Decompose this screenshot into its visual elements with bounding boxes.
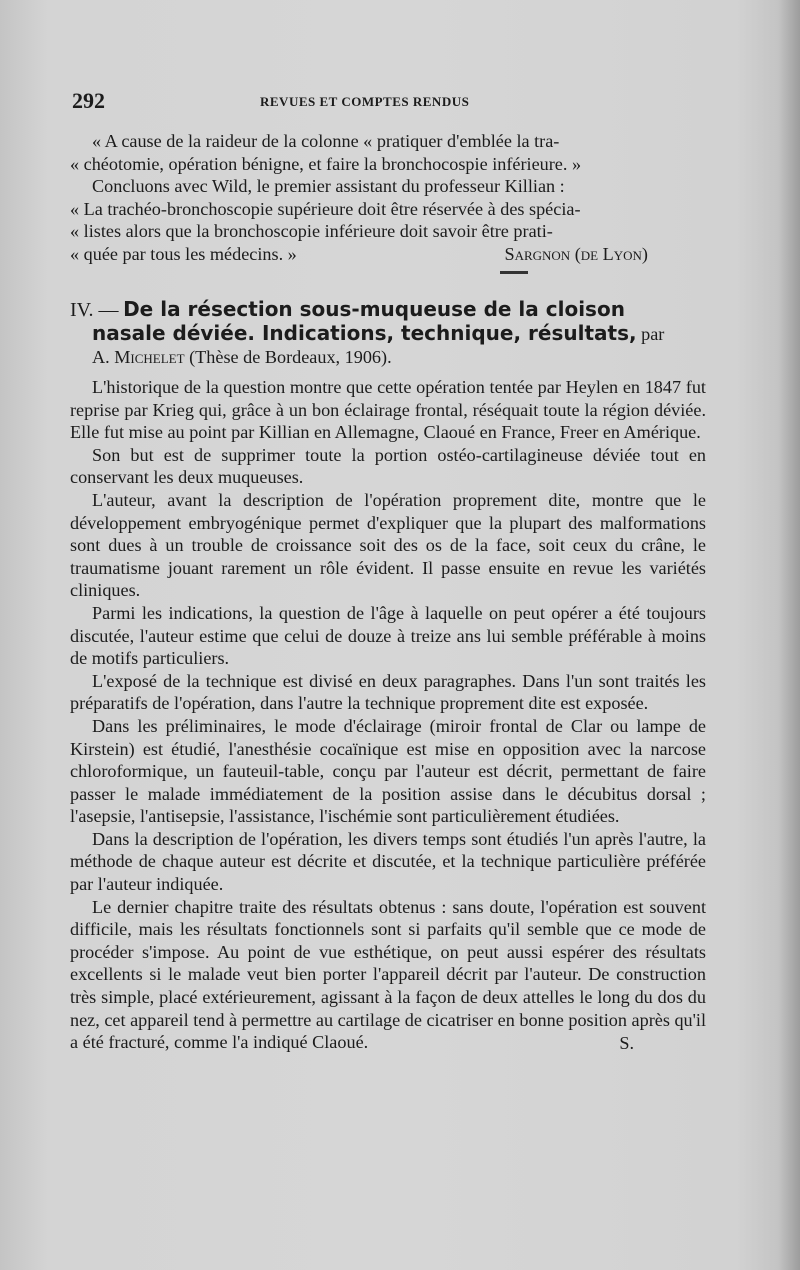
- body-paragraph: Le dernier chapitre traite des résultats obtenus : sans doute, l'opération est souvent difficile, mais les résultats fonctionnels sont si parfaits qu'il semble que ce mode de procéder s'impose. Au point de vue esthétique, on peut aussi espérer des résultats excellents si le malade veut bien porter l'appareil décrit par l'auteur. De construction très simple, placé extérieurement, agissant à la façon de deux attelles le long du dos du nez, cet appareil tend à permettre au cartilage de cicatriser en bonne position après qu'il a été fracturé, comme l'a indiqué Claoué.: [70, 896, 707, 1053]
- article-source: (Thèse de Bordeaux, 1906).: [189, 347, 392, 367]
- body-paragraph: L'exposé de la technique est divisé en deux paragraphes. Dans l'un sont traités les préparatifs de l'opération, dans l'autre la technique proprement dite est exposée.: [70, 670, 706, 714]
- article-title-part-1: De la résection sous-muqueuse de la cloison: [123, 297, 625, 321]
- article-by: par: [641, 324, 665, 344]
- article-title-line-2: [70, 322, 706, 346]
- article-author: A. Michelet: [92, 347, 185, 367]
- page-header: [70, 88, 710, 116]
- quote-last-line: [70, 243, 706, 266]
- body-paragraph: L'auteur, avant la description de l'opération proprement dite, montre que le développement embryogénique permet d'expliquer que la plupart des malformations sont dues à un trouble de croissance soit des os de la face, soit ceux du crâne, le traumatisme jouant rarement un rôle évident. Il passe ensuite en revue les variétés cliniques.: [70, 489, 706, 601]
- closing-signature: S.: [619, 1032, 634, 1053]
- article-body: [70, 376, 706, 1054]
- review-signature: Sargnon (de Lyon): [504, 243, 648, 264]
- article-author-line: [70, 346, 706, 369]
- page-number: 292: [72, 88, 105, 113]
- conclusion-line: « La trachéo-bronchoscopie supérieure doit être réservée à des spécia-: [70, 198, 581, 219]
- article-number: IV. —: [70, 299, 119, 321]
- conclusion-line: Concluons avec Wild, le premier assistant du professeur Killian :: [92, 176, 565, 197]
- article-title-part-2: nasale déviée. Indications, technique, résultats,: [92, 321, 637, 345]
- body-paragraph: Parmi les indications, la question de l'âge à laquelle on peut opérer a été toujours discutée, l'auteur estime que celui de douze à treize ans lui semble préférable à moins de motifs particuliers.: [70, 602, 706, 669]
- body-paragraph: Dans la description de l'opération, les divers temps sont étudiés l'un après l'autre, la méthode de chaque auteur est décrite et discutée, et la technique particulière préférée par l'auteur indiquée.: [70, 828, 706, 895]
- running-head: REVUES ET COMPTES RENDUS: [260, 94, 470, 109]
- quote-line: « A cause de la raideur de la colonne « pratiquer d'emblée la tra-: [92, 131, 560, 151]
- body-paragraph: L'historique de la question montre que cette opération tentée par Heylen en 1847 fut reprise par Krieg qui, grâce à un bon éclairage frontal, réséquait toute la région déviée. Elle fut mise au point par Killian en Allemagne, Claoué en France, Freer en Amérique.: [70, 377, 706, 443]
- article-title-line-1: [70, 298, 706, 322]
- body-paragraph: Dans les préliminaires, le mode d'éclairage (miroir frontal de Clar ou lampe de Kirstein) est étudié, l'anesthésie cocaïnique est mise en opposition avec la narcose chloroformique, un fauteuil-table, conçu par l'auteur est décrit, permettant de faire passer le malade immédiatement de la position assise dans le décubitus dorsal ; l'asepsie, l'antisepsie, l'assistance, l'ischémie sont particulièrement étudiées.: [70, 715, 706, 827]
- article-heading: [70, 298, 706, 369]
- quote-block: [70, 130, 706, 266]
- quote-closing-text: « quée par tous les médecins. »: [70, 243, 297, 264]
- section-divider: [500, 271, 528, 274]
- quote-line: « chéotomie, opération bénigne, et faire la bronchocospie inférieure. »: [70, 153, 582, 174]
- page-edge-shadow: [778, 0, 800, 1270]
- body-paragraph: Son but est de supprimer toute la portion ostéo-cartilagineuse déviée tout en conservant les deux muqueuses.: [70, 444, 706, 488]
- conclusion-line: « listes alors que la bronchoscopie inférieure doit savoir être prati-: [70, 221, 553, 242]
